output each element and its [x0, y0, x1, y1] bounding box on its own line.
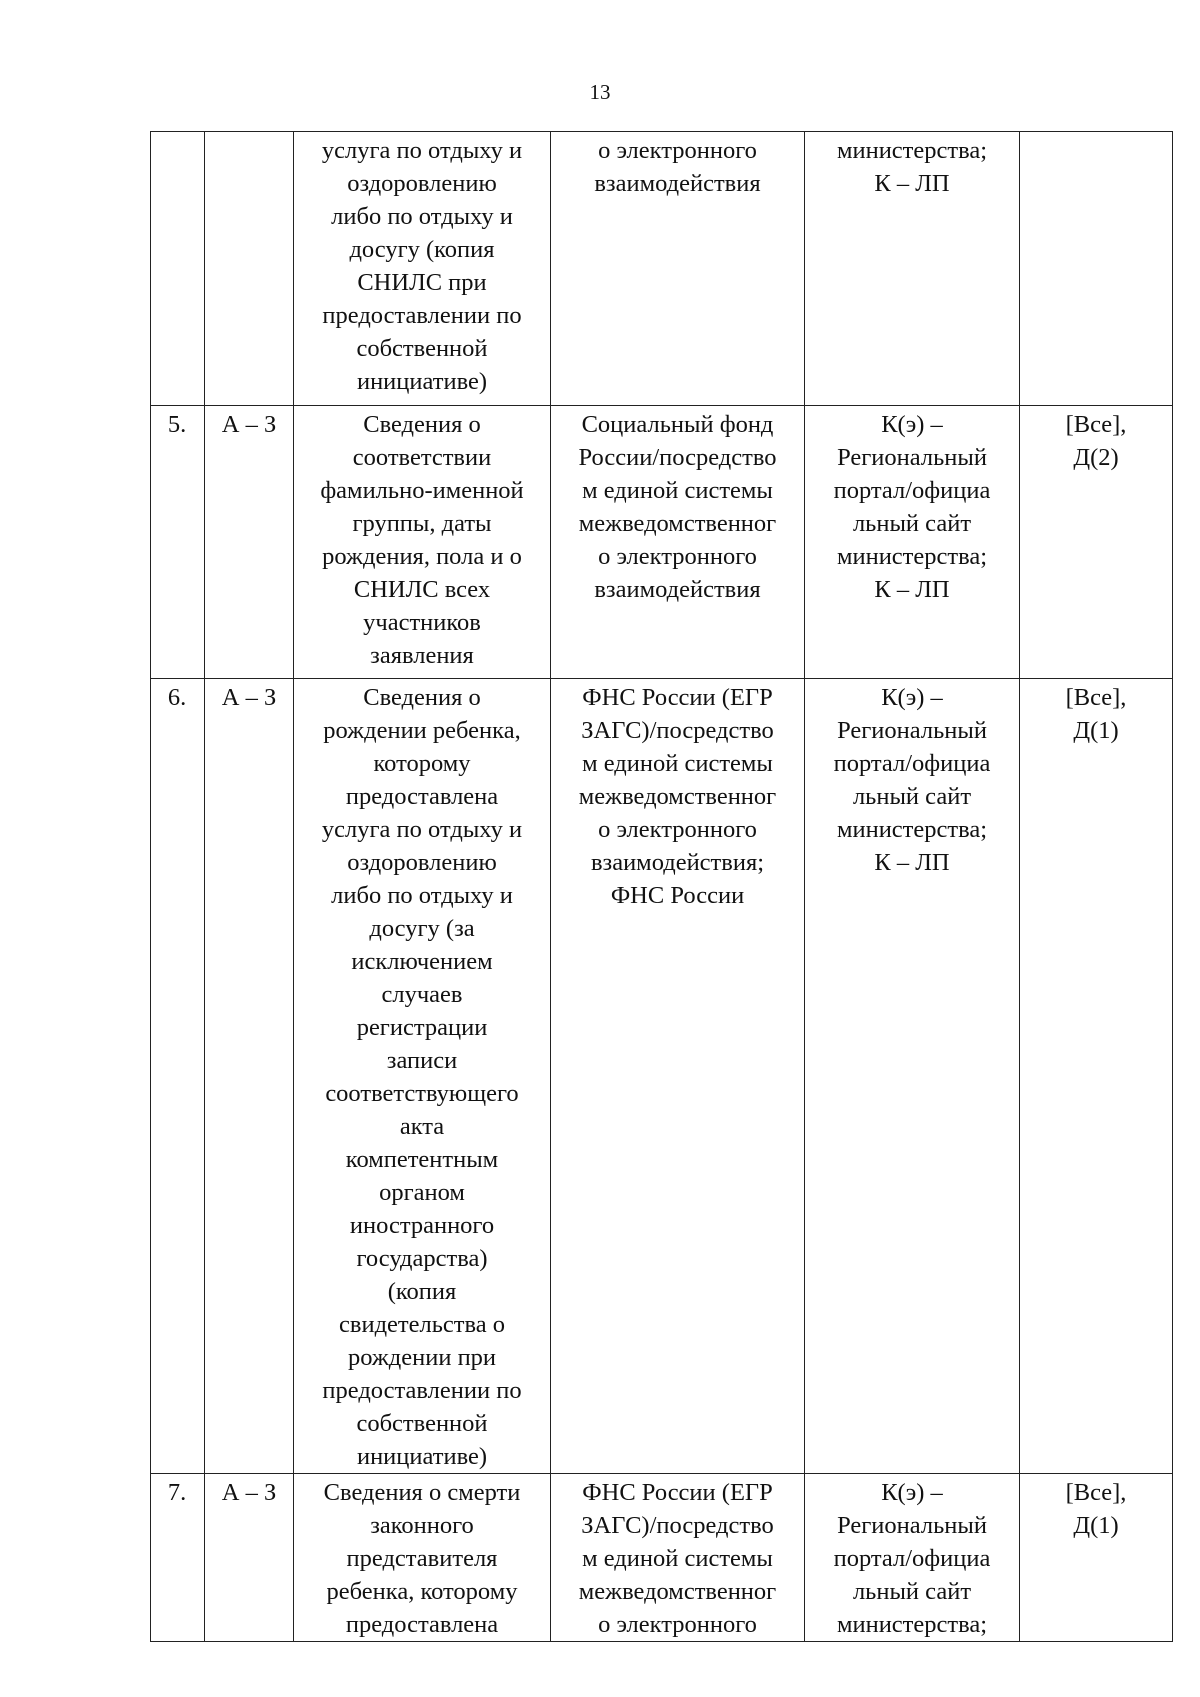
source-cell: о электронного взаимодействия	[551, 132, 805, 406]
method-cell: министерства; К – ЛП	[805, 132, 1020, 406]
applicants-cell: [Все], Д(1)	[1020, 679, 1173, 1474]
applicants-cell: [Все], Д(2)	[1020, 406, 1173, 679]
table-row	[151, 1474, 1173, 1642]
row-number-cell: 6.	[151, 679, 205, 1474]
page-number: 13	[589, 80, 611, 104]
source-cell: ФНС России (ЕГР ЗАГС)/посредство м единой системы межведомственног о электронного взаимодействия; ФНС России	[551, 679, 805, 1474]
code-cell: А – З	[205, 1474, 294, 1642]
requirements-table	[150, 131, 1173, 1642]
code-cell: А – З	[205, 406, 294, 679]
table-row	[151, 132, 1173, 406]
code-cell	[205, 132, 294, 406]
document-cell: Сведения о соответствии фамильно-именной группы, даты рождения, пола и о СНИЛС всех участников заявления	[294, 406, 551, 679]
method-cell: К(э) – Региональный портал/официа льный сайт министерства;	[805, 1474, 1020, 1642]
applicants-cell: [Все], Д(1)	[1020, 1474, 1173, 1642]
document-cell: услуга по отдыху и оздоровлению либо по отдыху и досугу (копия СНИЛС при предоставлении по собственной инициативе)	[294, 132, 551, 406]
table-row	[151, 679, 1173, 1474]
row-number-cell: 5.	[151, 406, 205, 679]
method-cell: К(э) – Региональный портал/официа льный сайт министерства; К – ЛП	[805, 679, 1020, 1474]
source-cell: ФНС России (ЕГР ЗАГС)/посредство м единой системы межведомственног о электронного	[551, 1474, 805, 1642]
source-cell: Социальный фонд России/посредство м единой системы межведомственног о электронного взаимодействия	[551, 406, 805, 679]
document-cell: Сведения о рождении ребенка, которому предоставлена услуга по отдыху и оздоровлению либо по отдыху и досугу (за исключением случаев регистрации записи соответствующего акта компетентным органом иностранного государства) (копия свидетельства о рождении при предоставлении по собственной инициативе)	[294, 679, 551, 1474]
row-number-cell: 7.	[151, 1474, 205, 1642]
applicants-cell	[1020, 132, 1173, 406]
method-cell: К(э) – Региональный портал/официа льный сайт министерства; К – ЛП	[805, 406, 1020, 679]
table-row	[151, 406, 1173, 679]
code-cell: А – З	[205, 679, 294, 1474]
row-number-cell	[151, 132, 205, 406]
document-cell: Сведения о смерти законного представителя ребенка, которому предоставлена	[294, 1474, 551, 1642]
